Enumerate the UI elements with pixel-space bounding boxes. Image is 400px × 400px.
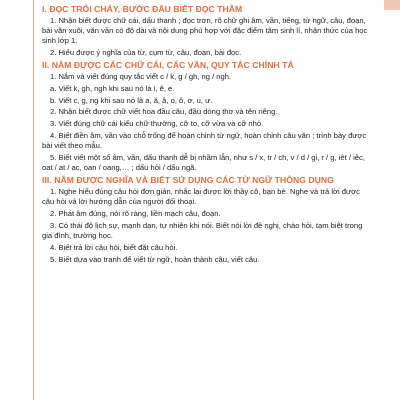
section-3-item-2: 2. Phát âm đúng, nói rõ ràng, liền mạch câu, đoạn. (50, 208, 221, 218)
section-3-item-5: 5. Biết dựa vào tranh để viết từ ngữ, hoàn thành câu, viết câu. (50, 254, 260, 264)
section-2-heading: II. NẮM ĐƯỢC CÁC CHỮ CÁI, CÁC VẦN, QUY TẮC CHÍNH TẢ (42, 60, 294, 70)
section-1-item-2: 2. Hiểu được ý nghĩa của từ, cụm từ, câu, đoạn, bài đọc. (50, 48, 242, 58)
section-2-item-4: 4. Biết điền âm, vần vào chỗ trống để hoàn chỉnh từ ngữ, hoàn chỉnh câu văn ; trình bày được bài viết theo mẫu. (42, 130, 367, 151)
section-3-heading: III. NẮM ĐƯỢC NGHĨA VÀ BIẾT SỬ DỤNG CÁC TỪ NGỮ THÔNG DỤNG (42, 174, 334, 185)
section-3-item-3: 3. Có thái độ lịch sự, mạnh dạn, tự nhiên khi nói. Biết nói lời đề nghị, chào hỏi, tạm biệt trong gia đình, trường học. (42, 220, 363, 240)
section-3-item-1: 1. Nghe hiểu đúng câu hỏi đơn giản, nhắc lại được lời thầy cô, bạn bè. Nghe và trả lời được câu hỏi và lời hướng dẫn của người đối thoại. (42, 186, 360, 207)
section-2-item-5: 5. Biết viết một số âm, vần, dấu thanh dễ bị nhầm lẫn, như s / x, tr / ch, v / d / gi, r / g, iêt / iêc, oat / at / ac, oan / oang,… ; dấu hỏi / dấu ngã. (42, 152, 365, 173)
section-2-item-a: a. Viết k, gh, ngh khi sau nó là i, ê, e. (50, 83, 175, 93)
section-2-item-b: b. Viết c, g, ng khi sau nó là a, ă, â, o, ô, ơ, u, ư. (50, 95, 213, 105)
section-3-item-4: 4. Biết trả lời câu hỏi, biết đặt câu hỏi. (50, 242, 178, 252)
section-2-item-3: 3. Viết đúng chữ cái kiểu chữ thường, cỡ to, cỡ vừa và cỡ nhỏ. (50, 119, 264, 129)
section-2 (42, 60, 372, 173)
section-1-heading: I. ĐỌC TRÔI CHẢY, BƯỚC ĐẦU BIẾT ĐỌC THẦM (42, 4, 243, 14)
section-2-item-2: 2. Nhận biết được chữ viết hoa đầu câu, đầu dòng thơ và tên riêng. (50, 107, 278, 117)
section-3 (42, 175, 372, 265)
section-1-item-1: 1. Nhận biết được chữ cái, dấu thanh ; đọc trơn, rõ chữ ghi âm, vần, tiếng, từ ngữ, câu, đoạn, bài văn xuôi, văn vần có độ dài và nội dung phù hợp với đặc điểm tâm sinh lí, nhận thức của học sinh lớp 1. (42, 16, 368, 46)
section-2-item-1: 1. Nắm và viết đúng quy tắc viết c / k, g / gh, ng / ngh. (50, 72, 232, 81)
section-1 (42, 4, 372, 58)
